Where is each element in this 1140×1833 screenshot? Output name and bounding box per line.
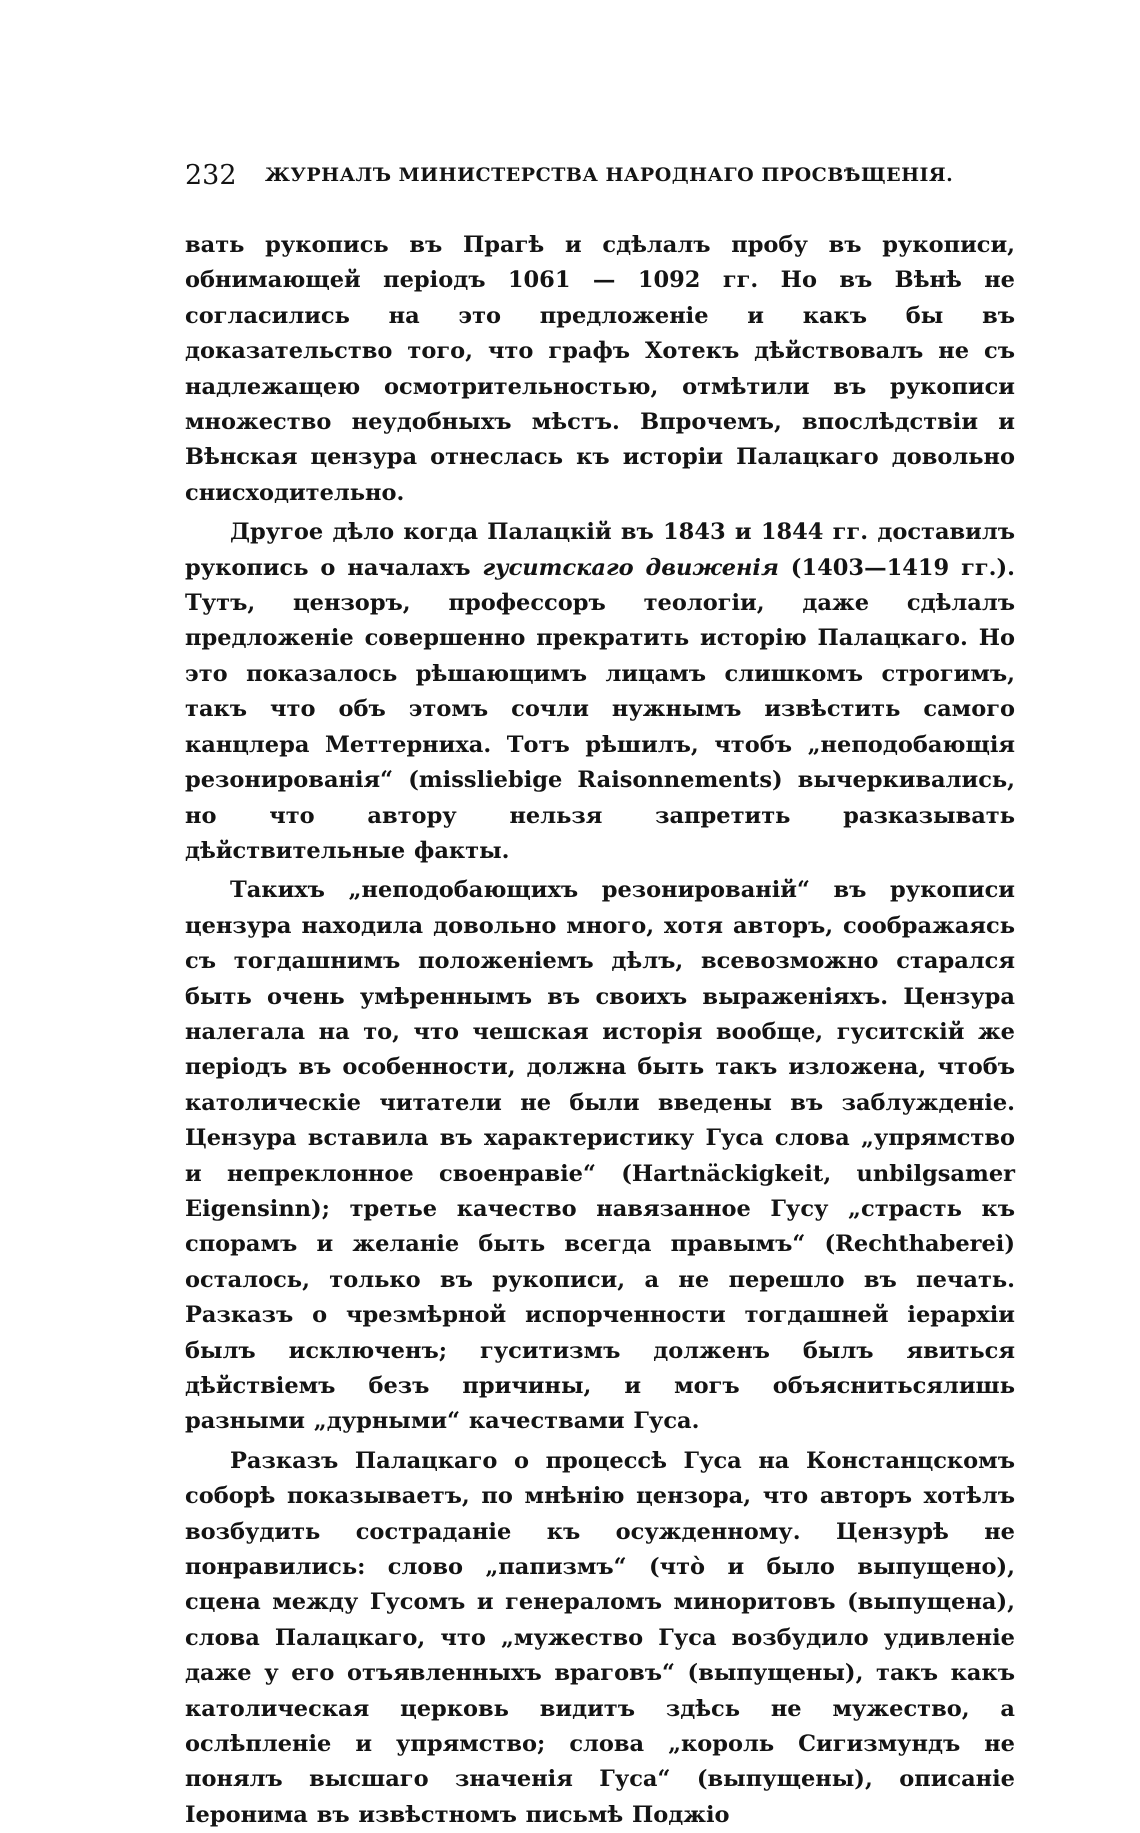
page-header: [185, 160, 1015, 210]
page-number: 232: [185, 160, 237, 191]
paragraph-2-text-end: (1403—1419 гг.). Тутъ, цензоръ, профессоръ теологіи, даже сдѣлалъ предложеніе совершенно прекратить исторію Палацкаго. Но это показалось рѣшающимъ лицамъ слишкомъ строгимъ, такъ что объ этомъ сочли нужнымъ извѣстить самого канцлера Меттерниха. Тотъ рѣшилъ, чтобъ „неподобающія резонированія“ (missliebige Raisonnements) вычеркивались, но что автору нельзя запретить разказывать дѣйствительные факты.: [185, 554, 1015, 864]
italic-term: гуситскаго движенія: [482, 554, 779, 581]
paragraph-3: Такихъ „неподобающихъ резонированій“ въ рукописи цензура находила довольно много, хотя авторъ, соображаясь съ тогдашнимъ положеніемъ дѣлъ, всевозможно старался быть очень умѣреннымъ въ своихъ выраженіяхъ. Цензура налегала на то, что чешская исторія вообще, гуситскій же періодъ въ особенности, должна быть такъ изложена, чтобъ католическіе читатели не были введены въ заблужденіе. Цензура вставила въ характеристику Гуса слова „упрямство и непреклонное своенравіе“ (Hartnäckigkeit, unbilgsamer Eigensinn); третье качество навязанное Гусу „страсть къ спорамъ и желаніе быть всегда правымъ“ (Rechthaberei) осталось, только въ рукописи, а не перешло въ печать. Разказъ о чрезмѣрной испорченности тогдашней іерархіи былъ исключенъ; гуситизмъ долженъ былъ явиться дѣйствіемъ безъ причины, и могъ объяснитьсялишь разными „дурными“ качествами Гуса.: [185, 877, 1015, 1435]
text-body: [185, 228, 1015, 1833]
paragraph-2: [185, 515, 1015, 869]
paragraph-2-text-start: Другое дѣло когда Палацкій въ 1843 и 1844 гг. доставилъ рукопись о началахъ: [185, 519, 1015, 581]
paragraph-4: Разказъ Палацкаго о процессѣ Гуса на Констанцскомъ соборѣ показываетъ, по мнѣнію цензора, что авторъ хотѣлъ возбудить состраданіе къ осужденному. Цензурѣ не понравились: слово „папизмъ“ (что̀ и было выпущено), сцена между Гусомъ и генераломъ миноритовъ (выпущена), слова Палацкаго, что „мужество Гуса возбудило удивленіе даже у его отъявленныхъ враговъ“ (выпущены), такъ какъ католическая церковь видитъ здѣсь не мужество, а ослѣпленіе и упрямство; слова „король Сигизмундъ не понялъ высшаго значенія Гуса“ (выпущены), описаніе Іеронима въ извѣстномъ письмѣ Поджіо: [185, 1447, 1015, 1828]
running-title: ЖУРНАЛЪ МИНИСТЕРСТВА НАРОДНАГО ПРОСВѢЩЕНІЯ.: [265, 164, 954, 186]
paragraph-1: вать рукопись въ Прагѣ и сдѣлалъ пробу въ рукописи, обнимающей періодъ 1061 — 1092 гг. Но въ Вѣнѣ не согласились на это предложеніе и какъ бы въ доказательство того, что графъ Хотекъ дѣйствовалъ не съ надлежащею осмотрительностью, отмѣтили въ рукописи множество неудобныхъ мѣстъ. Впрочемъ, впослѣдствіи и Вѣнская цензура отнеслась къ исторіи Палацкаго довольно снисходительно.: [185, 232, 1015, 506]
